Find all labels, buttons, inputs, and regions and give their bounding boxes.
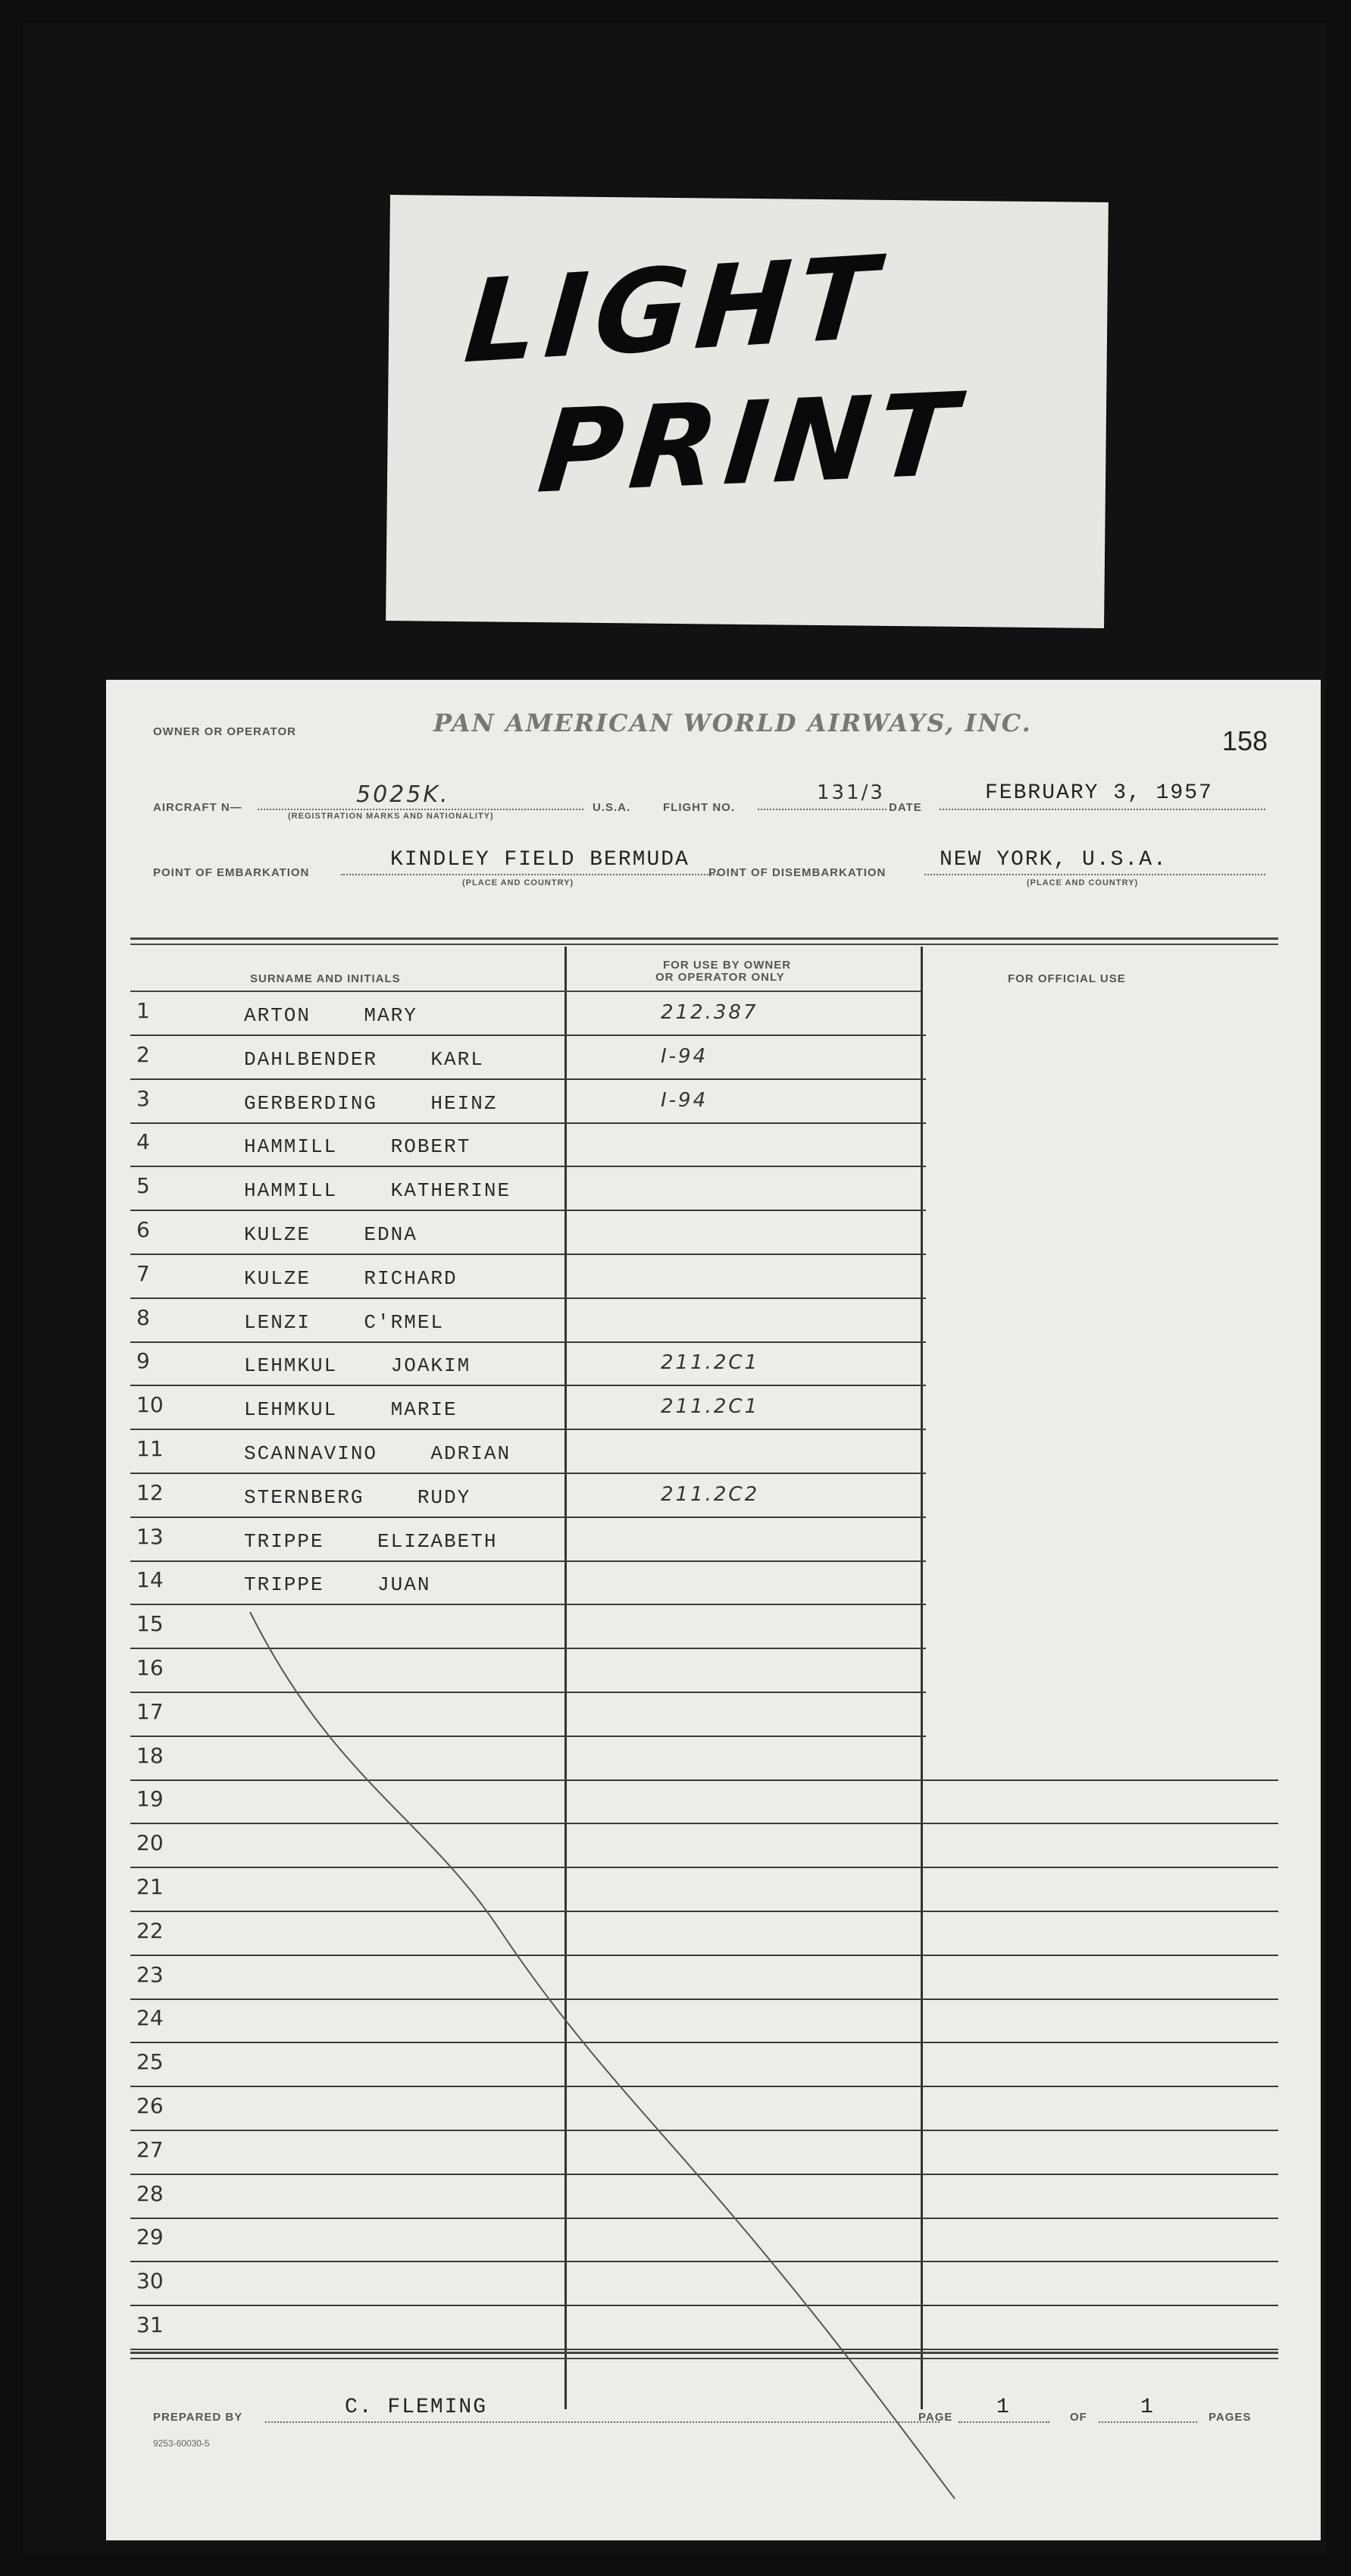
col-official: FOR OFFICIAL USE	[1008, 972, 1126, 985]
row-number: 2	[136, 1041, 150, 1067]
passenger-manifest	[106, 680, 1321, 2540]
passenger-name: SCANNAVINO ADRIAN	[244, 1442, 511, 1465]
passenger-name: STERNBERG RUDY	[244, 1485, 471, 1509]
row-number: 25	[136, 2049, 164, 2075]
passenger-name: HAMMILL KATHERINE	[244, 1179, 511, 1203]
row-number: 16	[136, 1655, 164, 1680]
operator-use-note: I-94	[661, 1088, 708, 1112]
passenger-name: KULZE EDNA	[244, 1223, 417, 1246]
row-number: 15	[136, 1611, 164, 1637]
pages-label: PAGES	[1209, 2411, 1252, 2424]
disembark-sub: (PLACE AND COUNTRY)	[1027, 878, 1139, 887]
passenger-name: TRIPPE ELIZABETH	[244, 1529, 498, 1553]
passenger-name: GERBERDING HEINZ	[244, 1091, 498, 1115]
row-number: 3	[136, 1085, 150, 1111]
operator-use-note: 211.2C1	[661, 1351, 760, 1375]
passenger-name: LENZI C'RMEL	[244, 1310, 445, 1334]
passenger-name: KULZE RICHARD	[244, 1266, 458, 1290]
prepared-value: C. FLEMING	[345, 2396, 488, 2419]
row-number: 5	[136, 1173, 150, 1199]
embark-label: POINT OF EMBARKATION	[153, 866, 310, 879]
col-surname: SURNAME AND INITIALS	[250, 972, 401, 985]
passenger-name: ARTON MARY	[244, 1004, 417, 1027]
prepared-underline	[265, 2421, 940, 2423]
row-number: 27	[136, 2136, 164, 2162]
row-number: 12	[136, 1479, 164, 1505]
owner-value: PAN AMERICAN WORLD AIRWAYS, INC.	[433, 709, 1032, 737]
row-number: 11	[136, 1436, 164, 1461]
disembark-value: NEW YORK, U.S.A.	[940, 848, 1168, 872]
row-number: 20	[136, 1830, 164, 1856]
passenger-name: DAHLBENDER KARL	[244, 1047, 484, 1071]
owner-label: OWNER OR OPERATOR	[153, 725, 296, 738]
row-number: 21	[136, 1874, 164, 1899]
row-number: 18	[136, 1742, 164, 1768]
page-underline	[959, 2421, 1049, 2423]
passenger-name: HAMMILL ROBERT	[244, 1135, 471, 1159]
of-label: OF	[1070, 2411, 1087, 2424]
row-number: 13	[136, 1523, 164, 1549]
embark-value: KINDLEY FIELD BERMUDA	[390, 848, 690, 872]
date-label: DATE	[889, 801, 922, 814]
row-number: 31	[136, 2312, 164, 2337]
page-value: 1	[996, 2396, 1011, 2419]
row-number: 19	[136, 1786, 164, 1812]
operator-use-note: 211.2C2	[661, 1482, 760, 1506]
embark-sub: (PLACE AND COUNTRY)	[462, 878, 574, 887]
row-number: 22	[136, 1917, 164, 1943]
row-number: 23	[136, 1961, 164, 1987]
operator-use-note: I-94	[661, 1044, 708, 1068]
row-number: 6	[136, 1217, 150, 1242]
of-value: 1	[1140, 2396, 1155, 2419]
row-number: 10	[136, 1392, 164, 1418]
page-label: PAGE	[918, 2411, 953, 2424]
row-number: 24	[136, 2005, 164, 2031]
operator-use-note: 211.2C1	[661, 1395, 760, 1419]
page-number: 158	[1221, 725, 1268, 756]
row-number: 26	[136, 2093, 164, 2118]
row-number: 4	[136, 1129, 150, 1155]
row-number: 30	[136, 2268, 164, 2294]
flight-value: 131/3	[817, 781, 885, 804]
row-number: 28	[136, 2180, 164, 2206]
row-number: 9	[136, 1348, 150, 1374]
aircraft-label: AIRCRAFT N—	[153, 801, 242, 814]
card-line-print: PRINT	[533, 368, 970, 519]
row-number: 8	[136, 1304, 150, 1330]
row-number: 14	[136, 1567, 164, 1593]
aircraft-value: 5025K.	[356, 781, 450, 808]
col-owner-use-2: OR OPERATOR ONLY	[655, 971, 785, 984]
prepared-label: PREPARED BY	[153, 2411, 243, 2424]
form-number: 9253-60030-5	[153, 2438, 210, 2449]
passenger-name: TRIPPE JUAN	[244, 1573, 431, 1597]
date-value: FEBRUARY 3, 1957	[985, 781, 1213, 805]
row-number: 7	[136, 1260, 150, 1286]
flight-label: FLIGHT NO.	[663, 801, 735, 814]
col-owner-use-1: FOR USE BY OWNER	[663, 959, 792, 972]
disembark-label: POINT OF DISEMBARKATION	[708, 866, 887, 879]
passenger-name: LEHMKUL JOAKIM	[244, 1354, 471, 1378]
of-underline	[1099, 2421, 1197, 2423]
aircraft-sub: (REGISTRATION MARKS AND NATIONALITY)	[288, 812, 494, 821]
diagonal-strike-line	[106, 680, 1321, 2540]
operator-use-note: 212.387	[661, 1001, 758, 1024]
row-number: 17	[136, 1698, 164, 1724]
card-line-light: LIGHT	[460, 231, 889, 390]
row-number: 1	[136, 998, 150, 1023]
usa-label: U.S.A.	[593, 801, 631, 814]
passenger-name: LEHMKUL MARIE	[244, 1398, 458, 1422]
row-number: 29	[136, 2224, 164, 2250]
light-print-card	[386, 195, 1109, 628]
